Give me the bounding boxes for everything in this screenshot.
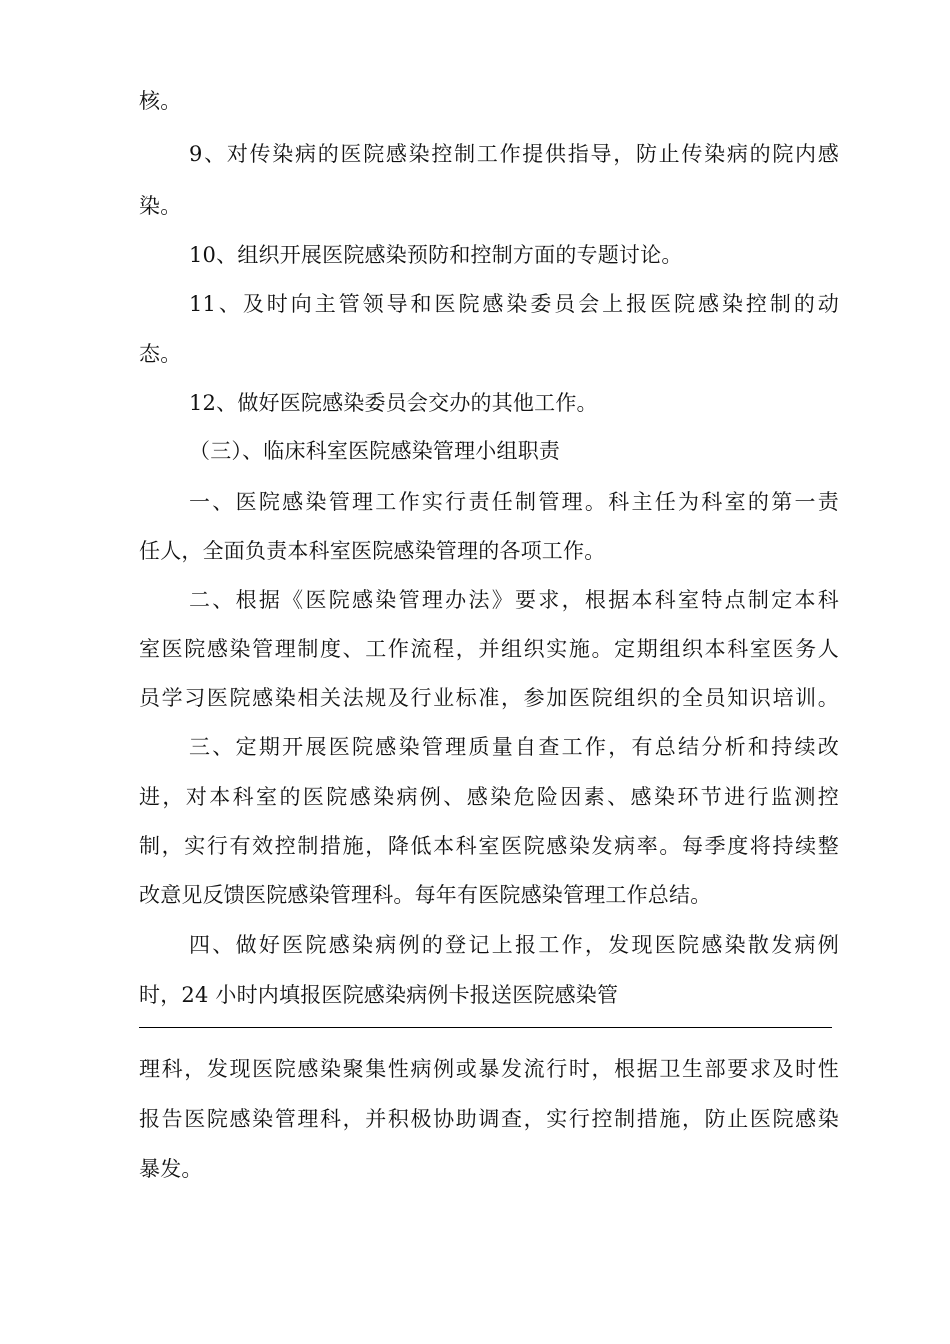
text-line: 核。 <box>139 89 182 113</box>
text-line: 二、根据《医院感染管理办法》要求，根据本科室特点制定本科 <box>189 588 839 612</box>
text-line: 态。 <box>139 342 182 366</box>
text-line: 12、做好医院感染委员会交办的其他工作。 <box>189 391 598 415</box>
text-line: 染。 <box>139 194 182 218</box>
text-line: 报告医院感染管理科，并积极协助调查，实行控制措施，防止医院感染 <box>139 1107 839 1131</box>
text-line: 进，对本科室的医院感染病例、感染危险因素、感染环节进行监测控 <box>139 785 839 809</box>
section-heading: （三）、临床科室医院感染管理小组职责 <box>189 439 561 463</box>
text-line: 暴发。 <box>139 1157 203 1181</box>
horizontal-divider <box>139 1027 832 1028</box>
text-line: 9、对传染病的医院感染控制工作提供指导，防止传染病的院内感 <box>189 142 839 166</box>
text-line: 理科，发现医院感染聚集性病例或暴发流行时，根据卫生部要求及时性 <box>139 1057 839 1081</box>
text-line: 一、医院感染管理工作实行责任制管理。科主任为科室的第一责 <box>189 490 839 514</box>
text-line: 三、定期开展医院感染管理质量自查工作，有总结分析和持续改 <box>189 735 839 759</box>
text-line: 改意见反馈医院感染管理科。每年有医院感染管理工作总结。 <box>139 883 712 907</box>
text-line: 四、做好医院感染病例的登记上报工作，发现医院感染散发病例 <box>189 933 839 957</box>
text-line: 11、及时向主管领导和医院感染委员会上报医院感染控制的动 <box>189 292 839 316</box>
text-line: 时，24 小时内填报医院感染病例卡报送医院感染管 <box>139 983 619 1007</box>
text-line: 制，实行有效控制措施，降低本科室医院感染发病率。每季度将持续整 <box>139 834 839 858</box>
text-line: 室医院感染管理制度、工作流程，并组织实施。定期组织本科室医务人 <box>139 637 839 661</box>
text-line: 10、组织开展医院感染预防和控制方面的专题讨论。 <box>189 243 683 267</box>
text-line: 任人，全面负责本科室医院感染管理的各项工作。 <box>139 539 606 563</box>
text-line: 员学习医院感染相关法规及行业标准，参加医院组织的全员知识培训。 <box>139 686 839 710</box>
